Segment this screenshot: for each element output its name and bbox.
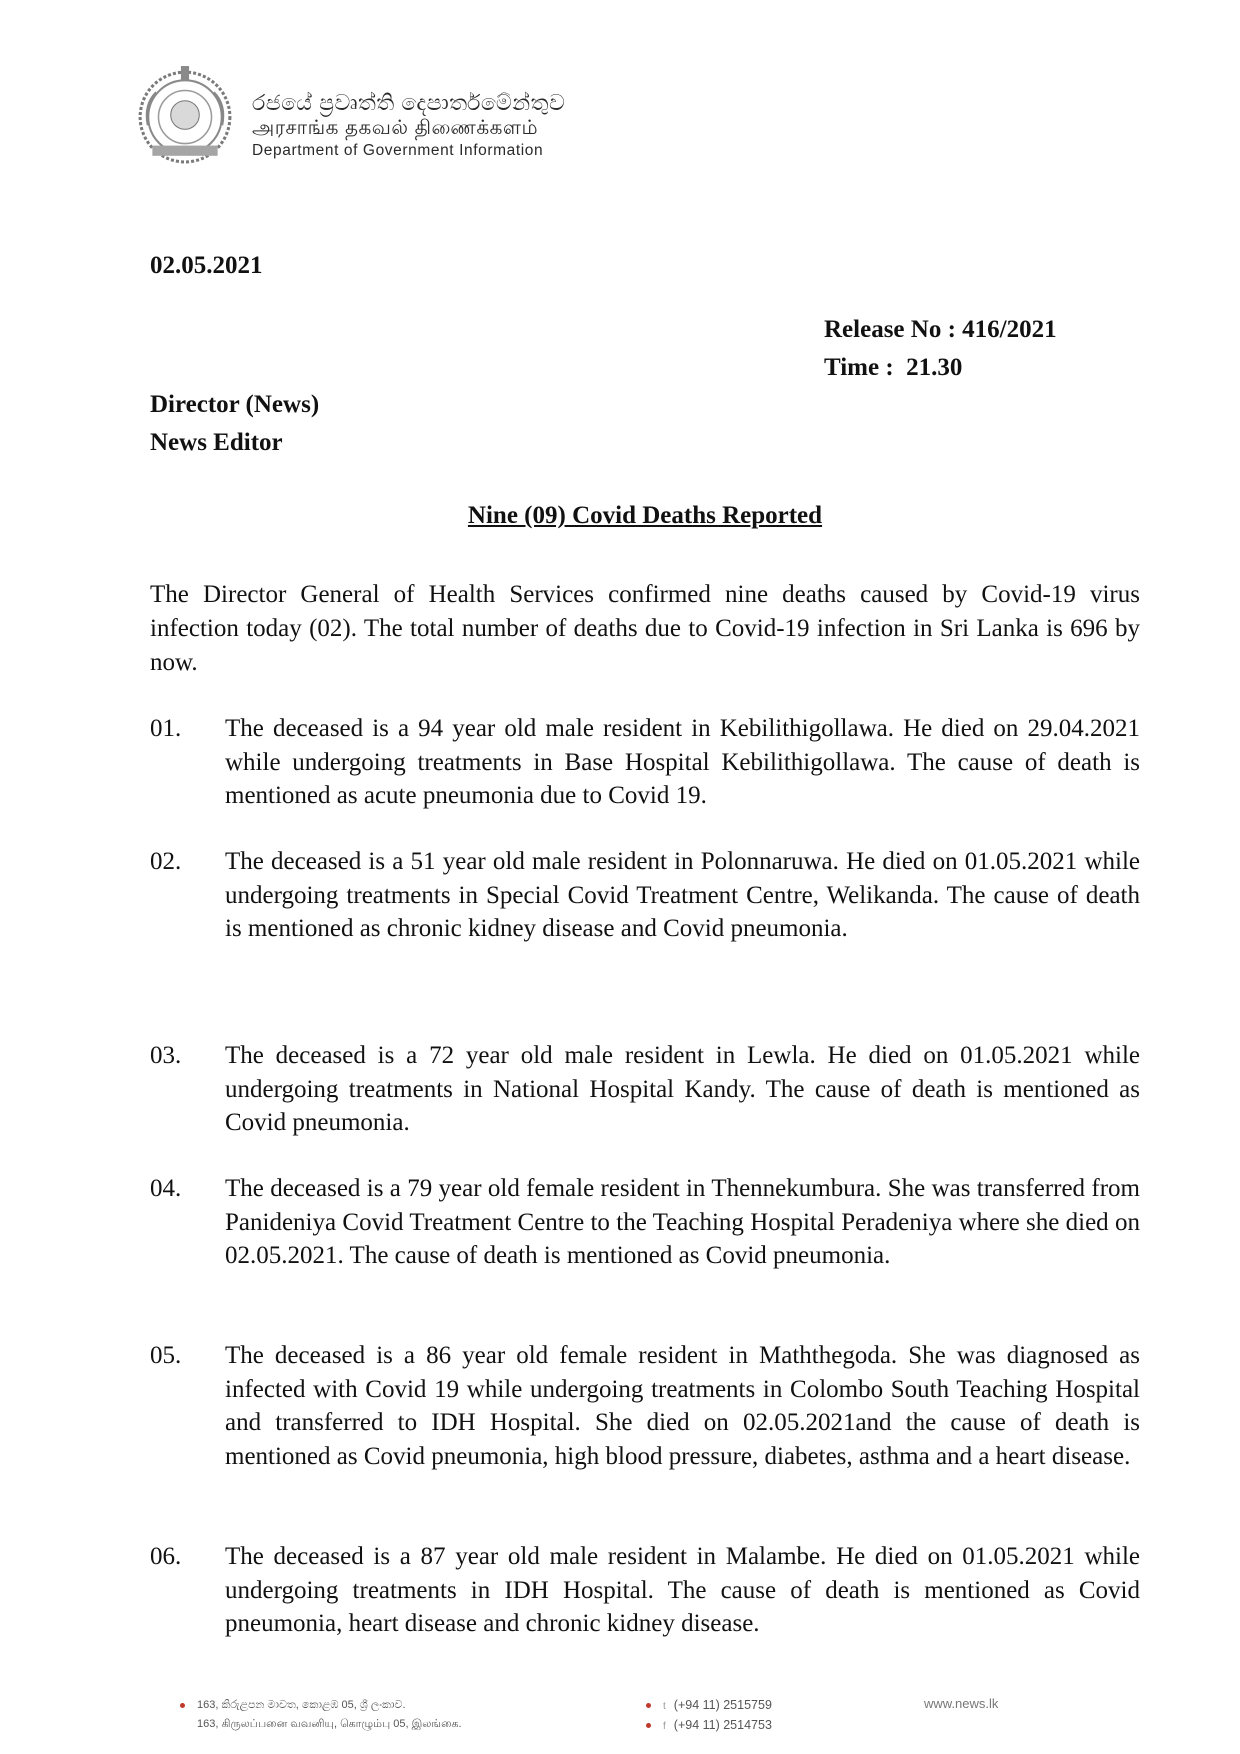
footer-address-sinhala: 163, කිරුළපන මාවත, කොළඹ 05, ශ්‍රී ලංකාව. bbox=[197, 1699, 406, 1711]
item-text: The deceased is a 51 year old male resident in Polonnaruwa. He died on 01.05.2021 while undergoing treatments in Special Covid Treatment Centre, Welikanda. The cause of death is mentioned as chronic kidney disease and Covid pneumonia. bbox=[225, 848, 1140, 942]
release-time: Time : 21.30 bbox=[824, 354, 963, 381]
footer-contacts bbox=[646, 1696, 772, 1736]
item-number: 05. bbox=[150, 1342, 182, 1369]
footer-address bbox=[180, 1696, 462, 1734]
document-title: Nine (09) Covid Deaths Reported bbox=[467, 502, 823, 529]
addressee-director: Director (News) bbox=[150, 391, 320, 418]
list-item bbox=[150, 1039, 1140, 1140]
item-number: 01. bbox=[150, 715, 182, 742]
item-number: 03. bbox=[150, 1042, 182, 1069]
page-footer bbox=[0, 1688, 1240, 1754]
item-number: 04. bbox=[150, 1175, 182, 1202]
addressee bbox=[150, 386, 319, 462]
item-number: 06. bbox=[150, 1543, 182, 1570]
footer-address-tamil: 163, கிருலப்பனை வவனியு, கொழும்பு 05, இலங்கை. bbox=[197, 1718, 462, 1730]
phone-label: t bbox=[663, 1701, 666, 1712]
letterhead-text bbox=[252, 90, 565, 162]
footer-fax: (+94 11) 2514753 bbox=[673, 1718, 772, 1732]
list-item bbox=[150, 1172, 1140, 1273]
bullet-icon bbox=[180, 1703, 185, 1708]
bullet-icon bbox=[646, 1703, 651, 1708]
letterhead bbox=[134, 60, 654, 170]
item-text: The deceased is a 86 year old female resident in Maththegoda. She was diagnosed as infected with Covid 19 while undergoing treatments in Colombo South Teaching Hospital and transferred to IDH Hospital. She died on 02.05.2021and the cause of death is mentioned as Covid pneumonia, high blood pressure, diabetes, asthma and a heart disease. bbox=[225, 1342, 1140, 1470]
fax-label: f bbox=[663, 1721, 666, 1732]
release-number: Release No : 416/2021 bbox=[824, 316, 1057, 343]
footer-website: www.news.lk bbox=[924, 1696, 999, 1711]
government-seal-icon bbox=[134, 64, 236, 166]
list-item bbox=[150, 845, 1140, 946]
item-text: The deceased is a 87 year old male resident in Malambe. He died on 01.05.2021 while undergoing treatments in IDH Hospital. The cause of death is mentioned as Covid pneumonia, heart disease and chronic kidney disease. bbox=[225, 1543, 1140, 1637]
letterhead-tamil: அரசாங்க தகவல் திணைக்களம் bbox=[252, 117, 539, 139]
intro-paragraph: The Director General of Health Services confirmed nine deaths caused by Covid-19 virus infection today (02). The total number of deaths due to Covid-19 infection in Sri Lanka is 696 by now. bbox=[150, 581, 1140, 676]
item-number: 02. bbox=[150, 848, 182, 875]
item-text: The deceased is a 94 year old male resident in Kebilithigollawa. He died on 29.04.2021 while undergoing treatments in Base Hospital Kebilithigollawa. The cause of death is mentioned as acute pneumonia due to Covid 19. bbox=[225, 715, 1140, 809]
release-info bbox=[824, 311, 1057, 387]
footer-phone: (+94 11) 2515759 bbox=[673, 1698, 772, 1712]
letterhead-sinhala: රජයේ ප්‍රවෘත්ති දෙපාර්තමේන්තුව bbox=[252, 90, 566, 115]
list-item bbox=[150, 1339, 1140, 1473]
bullet-icon bbox=[646, 1723, 651, 1728]
addressee-editor: News Editor bbox=[150, 429, 283, 456]
letterhead-english: Department of Government Information bbox=[252, 142, 544, 159]
release-date: 02.05.2021 bbox=[150, 252, 263, 279]
item-text: The deceased is a 72 year old male resident in Lewla. He died on 01.05.2021 while undergoing treatments in National Hospital Kandy. The cause of death is mentioned as Covid pneumonia. bbox=[225, 1042, 1140, 1136]
item-text: The deceased is a 79 year old female resident in Thennekumbura. She was transferred from Panideniya Covid Treatment Centre to the Teaching Hospital Peradeniya where she died on 02.05.2021. The cause of death is mentioned as Covid pneumonia. bbox=[225, 1175, 1140, 1269]
list-item bbox=[150, 712, 1140, 813]
list-item bbox=[150, 1540, 1140, 1641]
